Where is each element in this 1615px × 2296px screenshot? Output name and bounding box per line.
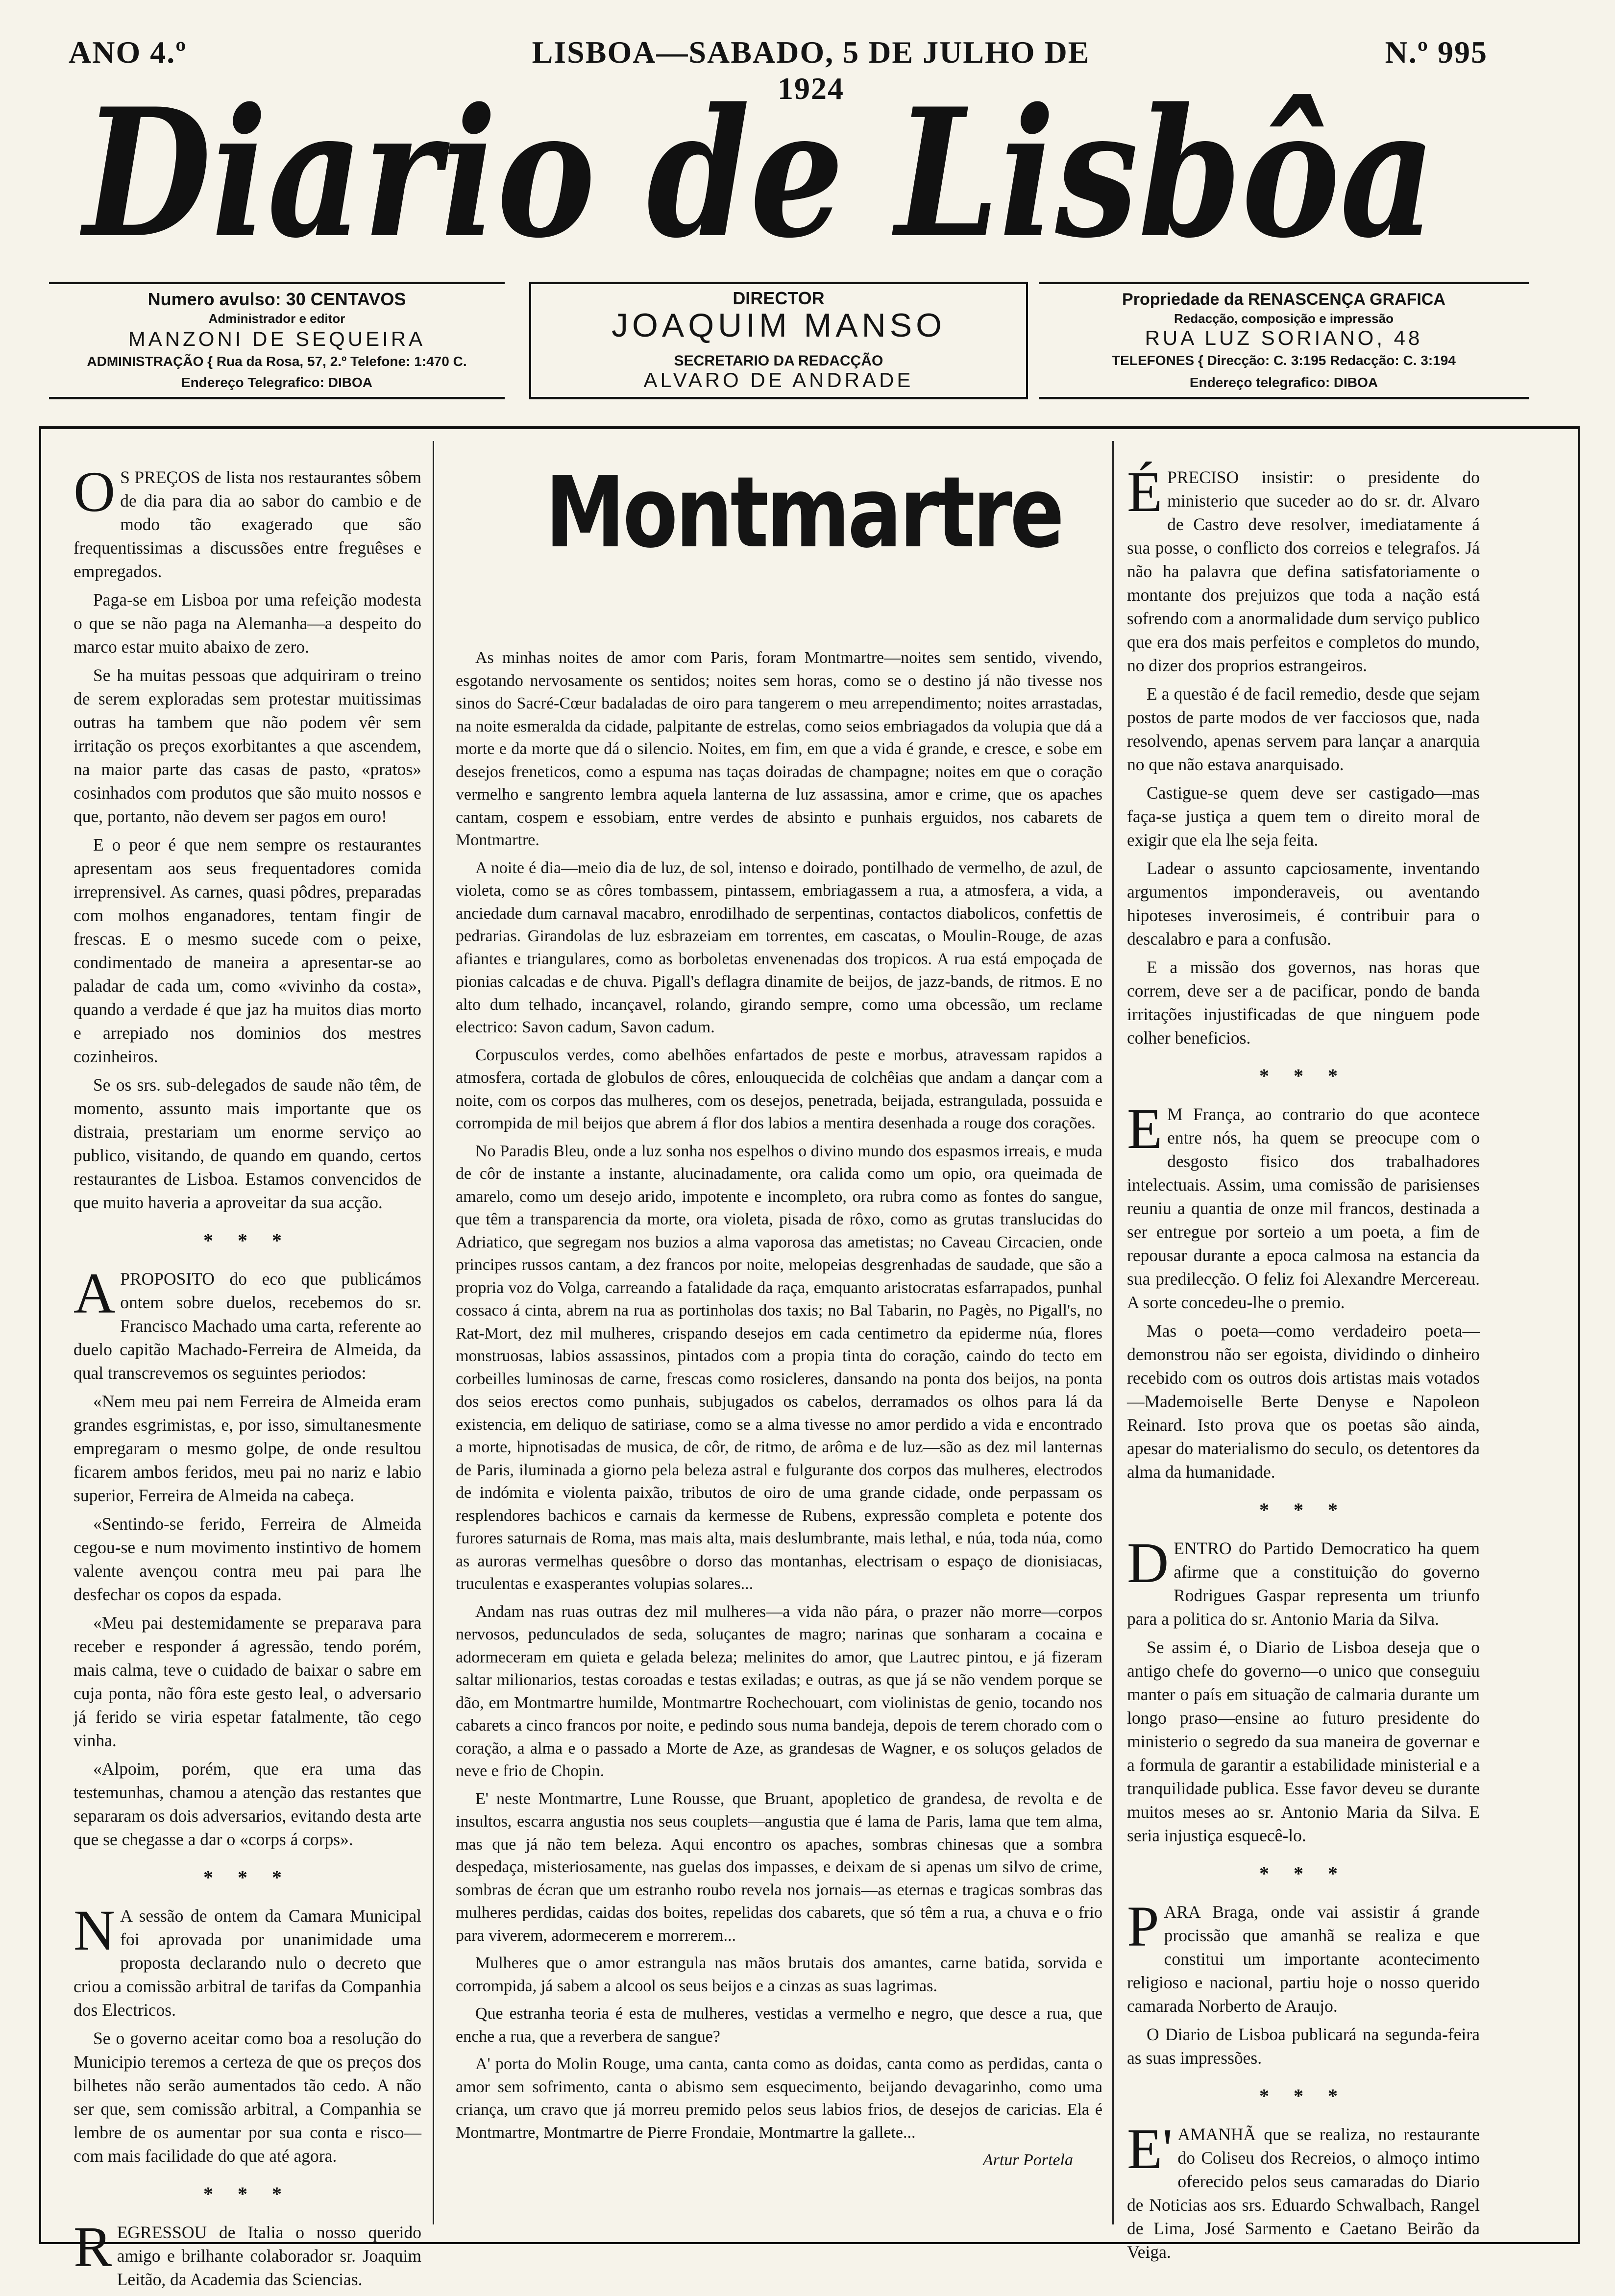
right-column: ÉPRECISO insistir: o presidente do ministerio que suceder ao do sr. dr. Alvaro de Castro deve resolver, imediatamente á sua posse, o conflicto dos correios e telegrafos. Já não ha palavra que defina satisfatoriamente o montante dos prejuizos que toda a nação está sofrendo com a anormalidade dum serviço publico que era dos mais perfeitos e completos do mundo, no dizer dos proprios estrangeiros. E a questão é de facil remedio, desde que sejam postos de parte modos de ver facciosos que, nada resolvendo, apenas servem para lançar a anarquia no que não estava anarquisado. Castigue-se quem deve ser castigado—mas faça-se justiça a quem tem o direito moral de exigir que ela lhe seja feita. Ladear o assunto capciosamente, inventando argumentos imponderaveis, ou aventando hipoteses inverosimeis, é contribuir para o descalabro e para a confusão. E a missão dos governos, nas horas que correm, deve ser a de pacificar, pondo de banda irritações injustificadas de que ninguem pode colher beneficios. * * * E M França, ao contrario do que acontece entre nós, ha quem se preocupe com o desgosto fisico dos trabalhadores intelectuais. Assim, uma comissão de parisienses reuniu a quantia de onze mil francos, destinada a ser entregue por sorteio a um poeta, a fim de repousar durante a epoca calmosa na estancia da sua predilecção. O feliz foi Alexandre Mercereau. A sorte concedeu-lhe o premio. Mas o poeta—como verdadeiro poeta—demonstrou não ser egoista, dividindo o dinheiro recebido com os outros dois artistas mais votados—Mademoiselle Berte Denyse e Napoleon Reinard. Isto prova que os poetas são ainda, apesar do materialismo do seculo, os detentores da alma da humanidade. * * * DENTRO do Partido Democratico ha quem afirme que a constituição do governo Rodrigues Gaspar representa um triunfo para a politica do sr. Antonio Maria da Silva. Se assim é, o Diario de Lisboa deseja que o antigo chefe do governo—o unico que conseguiu manter o país em situação de calmaria durante um longo praso—ensine ao futuro presidente do ministerio o segredo da sua maneira de governar e a formula de garantir a estabilidade ministerial e a tranquilidade publica. Esse favor deveu se durante muitos meses ao sr. Antonio Maria da Silva. E seria injustiça esquecê-lo. * * * PARA Braga, onde vai assistir á grande procissão que amanhã se realiza e que constitui um importante acontecimento religioso e nacional, partiu hoje o nosso querido camarada Norberto de Araujo. O Diario de Lisboa publicará na segunda-feira as suas impressões. * * * E' AMANHÃ que se realiza, no restaurante do Coliseu dos Recreios, o almoço intimo oferecido pelos seus camaradas do Diario de Noticias aos srs. Eduardo Schwalbach, Rangel de Lima, José Sarmento e Caetano Beirão da Veiga.	[1127, 460, 1480, 2262]
paragraph: Castigue-se quem deve ser castigado—mas faça-se justiça a quem tem o direito moral de exigir que ela lhe seja feita.	[1127, 783, 1480, 850]
paragraph: «Nem meu pai nem Ferreira de Almeida eram grandes esgrimistas, e, por isso, simultanesmente empregaram o mesmo golpe, de onde resultou ficarem ambos feridos, meu pai no nariz e labio superior, Ferreira de Almeida na cabeça.	[73, 1392, 421, 1505]
paragraph: A noite é dia—meio dia de luz, de sol, intenso e doirado, pontilhado de vermelho, de azul, de violeta, como se as côres tombassem, pintassem, embriagassem a rua, a atmosfera, a vida, a anciedade dum carnaval macabro, enrodilhado de serpentinas, contactos diabolicos, confettis de pedrarias. Girandolas de luz esbrazeiam em torrentes, em cascatas, o Moulin-Rouge, de azas afiantes e triangulares, como as borboletas envenenadas dos tropicos. A rua está empoçada de pionias calcadas e de chuva. Pigall's deflagra dinamite de beijos, de jazz-bands, de ritmos. E no alto dum telhado, incançavel, rolando, girando sempre, como uma obcessão, um reclame electrico: Savon cadum, Savon cadum.	[456, 858, 1102, 1036]
paragraph: «Sentindo-se ferido, Ferreira de Almeida cegou-se e num movimento instintivo de homem valente avençou contra meu pai para lhe desfechar os copos da espada.	[73, 1514, 421, 1604]
telegraphic-line: Endereço telegrafico: DIBOA	[1189, 375, 1378, 390]
paragraph: Que estranha teoria é esta de mulheres, vestidas a vermelho e negro, que desce a rua, que enche a rua, que a reverbera de sangue?	[456, 2004, 1102, 2046]
masthead-title: Diario de Lisbôa	[78, 73, 1436, 277]
masthead-logo	[73, 73, 1445, 279]
column-rule-left	[433, 441, 434, 2224]
paragraph: «Meu pai destemidamente se preparava para receber e responder á agressão, tendo porém, mais calma, teve o cuidado de baixar o sabre em cuja ponta, não fôra este gesto leal, o adversario já ferido se viria espetar fatalmente, tão cego vinha.	[73, 1613, 421, 1750]
article-coliseu-lunch: AMANHÃ que se realiza, no restaurante do Coliseu dos Recreios, o almoço intimo oferecido pelos seus camaradas do Diario de Noticias aos srs. Eduardo Schwalbach, Rangel de Lima, José Sarmento e Caetano Beirão da Veiga.	[1127, 2125, 1480, 2262]
headline-montmartre: Montmartre	[545, 456, 1062, 570]
author-signature: Artur Portela	[982, 2151, 1073, 2169]
dateline: LISBOA—SABADO, 5 DE JULHO DE 1924	[532, 35, 1090, 106]
article-france-poet: M França, ao contrario do que acontece entre nós, ha quem se preocupe com o desgosto fisico dos trabalhadores intelectuais. Assim, uma comissão de parisienses reuniu a quantia de onze mil francos, destinada a ser entregue por sorteio a um poeta, a fim de repousar durante a epoca calmosa na estancia da sua predilecção. O feliz foi Alexandre Mercereau. A sorte concedeu-lhe o premio.	[1127, 1104, 1480, 1312]
phones-line: TELEFONES { Direcção: C. 3:195 Redacção: C. 3:194	[1112, 353, 1456, 368]
paragraph: A' porta do Molin Rouge, uma canta, canta como as doidas, canta como as perdidas, canta o amor sem sofrimento, canta o abismo sem esquecimento, beijando devagarinho, como uma criança, um cravo que já morreu premido pelos seus labios frios, de desejos de caricias. Ela é Montmartre, Montmartre de Pierre Frondaie, Montmartre la gallete...	[456, 2055, 1102, 2142]
article-joaquim-leitao: EGRESSOU de Italia o nosso querido amigo e brilhante colaborador sr. Joaquim Leitão, da Academia das Sciencias.	[117, 2223, 421, 2289]
paragraph: Paga-se em Lisboa por uma refeição modesta o que se não paga na Alemanha—a despeito do marco estar muito abaixo de zero.	[73, 590, 421, 657]
issue-number: N.º 995	[1385, 35, 1488, 70]
paragraph: Mulheres que o amor estrangula nas mãos brutais dos amantes, carne batida, sorvida e corrompida, já sabem a alcool os seus beijos e a cinzas as suas lagrimas.	[456, 1954, 1102, 1995]
article-restaurant-prices: S PREÇOS de lista nos restaurantes sôbem de dia para dia ao sabor do cambio e de modo tão exagerado que são frequentissimas a discussões entre freguêses e empregados.	[73, 467, 421, 581]
director-box	[529, 282, 1028, 399]
paragraph: As minhas noites de amor com Paris, foram Montmartre—noites sem sentido, vivendo, esgotando nervosamente os sentidos; noites sem horas, como se o destino já não tivesse nos sinos do Sacré-Cœur badaladas de oiro para tangerem o meu arrependimento; noites arrastadas, na noite esmeralda da cidade, palpitante de estrelas, como seios embriagados da volupia que dá a morte e da morte que dá o silencio. Noites, em fim, em que a vida é grande, e cresce, e sobe em desejos freneticos, como a espuma nas taças doiradas de champagne; noites em que o coração vermelho e sangrento lembra aquela lanterna de luz assassina, amor e crime, que os apaches cantam, cospem e essobiam, entre verdes de absinto e punhais erguidos, nos cabarets de Montmartre.	[456, 649, 1102, 849]
paragraph: Andam nas ruas outras dez mil mulheres—a vida não pára, o prazer não morre—corpos nervosos, pedunculados de seda, soluçantes de magro; narinas que sonharam a cocaina e adormeceram em quieta e gelada beleza; melinites do amor, que Lautrec pintou, e já fizeram saltar milionarios, testas coroadas e testas exiladas; e outras, as que já se não vendem porque se dão, em Montmartre humilde, Montmartre Rochechouart, com violinistas de genio, tocando nos cabarets a cinco francos por noite, e pedindo sous numa bandeja, depois de terem chorado com o coração, a alma e o passado a Morte de Aze, as grandesas de Wagner, e os soluços gelados de neve e frio de Chopin.	[456, 1602, 1102, 1780]
telegraphic-address: Endereço Telegrafico: DIBOA	[181, 375, 372, 390]
paragraph: E a questão é de facil remedio, desde que sejam postos de parte modos de ver facciosos que, nada resolvendo, apenas servem para lançar a anarquia no que não estava anarquisado.	[1127, 684, 1480, 774]
newsroom-address: RUA LUZ SORIANO, 48	[1145, 326, 1423, 349]
article-democratic-party: ENTRO do Partido Democratico ha quem afirme que a constituição do governo Rodrigues Gaspar representa um triunfo para a politica do sr. Antonio Maria da Silva.	[1127, 1539, 1480, 1629]
secretary-name: ALVARO DE ANDRADE	[643, 368, 914, 391]
composition-line: Redacção, composição e impressão	[1174, 311, 1394, 326]
price-line: Numero avulso: 30 CENTAVOS	[147, 289, 406, 309]
section-divider: * * *	[1259, 2085, 1347, 2107]
article-braga-procession: ARA Braga, onde vai assistir á grande procissão que amanhã se realiza e que constitui um importante acontecimento religioso e nacional, partiu hoje o nosso querido camarada Norberto de Araujo.	[1127, 1902, 1480, 2016]
paragraph: Se os srs. sub-delegados de saude não têm, de momento, assunto mais importante que os distraia, prestariam um enorme serviço ao publico, visitando, de quando em quando, certos restaurantes de Lisboa. Estamos convencidos de que muito haveria a aproveitar da sua acção.	[73, 1075, 421, 1212]
paragraph: E o peor é que nem sempre os restaurantes apresentam aos seus frequentadores comida irreprensivel. As carnes, quasi pôdres, preparadas com molhos enganadores, tentam fingir de frescas. E o mesmo sucede com o peixe, condimentado de maneira a apresentar-se ao paladar de cada um, como «vivinho da costa», quando a verdade é que jaz ha muitos dias morto e arrepiado nos dominios dos mestres cozinheiros.	[73, 835, 421, 1066]
article-post-telegraph: PRECISO insistir: o presidente do ministerio que suceder ao do sr. dr. Alvaro de Castro deve resolver, imediatamente á sua posse, o conflicto dos correios e telegrafos. Já não ha palavra que defina satisfatoriamente o montante dos prejuizos que toda a nação está sofrendo com a anormalidade dum serviço publico que era dos mais perfeitos e completos do mundo, no dizer dos proprios estrangeiros.	[1127, 467, 1480, 675]
issue-year: ANO 4.º	[69, 35, 187, 70]
article-municipal-chamber: A sessão de ontem da Camara Municipal foi aprovada por unanimidade uma proposta declarando nulo o decreto que criou a comissão arbitral de tarifas da Companhia dos Electricos.	[73, 1906, 421, 2020]
section-divider: * * *	[203, 2183, 292, 2205]
article-duel: PROPOSITO do eco que publicámos ontem sobre duelos, recebemos do sr. Francisco Machado uma carta, referente ao duelo capitão Machado-Ferreira de Almeida, da qual transcrevemos os seguintes periodos:	[73, 1269, 421, 1383]
secretary-label: SECRETARIO DA REDACÇÃO	[674, 353, 883, 369]
paragraph: Corpusculos verdes, como abelhões enfartados de peste e morbus, atravessam rapidos a atmosfera, cortada de globulos de côres, enlouquecida de colchêias que andam a dançar com a noite, com os corpos das mulheres, com os desejos, penetrada, beijada, estrangulada, possuida e corrompida de mil beijos que abrem á flor dos labios a mentira desenhada a rouge dos corações.	[456, 1046, 1102, 1132]
center-column	[456, 647, 1102, 2177]
paragraph: Mas o poeta—como verdadeiro poeta—demonstrou não ser egoista, dividindo o dinheiro recebido com os outros dois artistas mais votados—Mademoiselle Berte Denyse e Napoleon Reinard. Isto prova que os poetas são ainda, apesar do materialismo do seculo, os detentores da alma da humanidade.	[1127, 1321, 1480, 1482]
section-divider: * * *	[1259, 1862, 1347, 1884]
paragraph: E a missão dos governos, nas horas que correm, deve ser a de pacificar, pondo de banda irritações injustificadas de que ninguem pode colher beneficios.	[1127, 957, 1480, 1048]
paragraph: Se assim é, o Diario de Lisboa deseja que o antigo chefe do governo—o unico que conseguiu manter o país em situação de calmaria durante um longo praso—ensine ao futuro presidente do ministerio o segredo da sua maneira de governar e a formula de garantir a estabilidade ministerial e a tranquilidade publica. Esse favor deveu se durante muitos meses ao sr. Antonio Maria da Silva. E seria injustiça esquecê-lo.	[1127, 1637, 1480, 1845]
ownership-line: Propriedade da RENASCENÇA GRAFICA	[1122, 290, 1445, 309]
admin-name: MANZONI DE SEQUEIRA	[128, 327, 426, 350]
director-name: JOAQUIM MANSO	[611, 307, 946, 344]
left-column: O S PREÇOS de lista nos restaurantes sôbem de dia para dia ao sabor do cambio e de modo tão exagerado que são frequentissimas a discussões entre freguêses e empregados. Paga-se em Lisboa por uma refeição modesta o que se não paga na Alemanha—a despeito do marco estar muito abaixo de zero. Se ha muitas pessoas que adquiriram o treino de serem exploradas sem protestar muitissimas outras ha tambem que não podem vêr sem irritação os preços exorbitantes a que ascendem, na maior parte das casas de pasto, «pratos» cosinhados com produtos que são muito nossos e que, portanto, não devem ser pagos em ouro! E o peor é que nem sempre os restaurantes apresentam aos seus frequentadores comida irreprensivel. As carnes, quasi pôdres, preparadas com molhos enganadores, tentam fingir de frescas. E o mesmo sucede com o peixe, condimentado de maneira a apresentar-se ao paladar de cada um, como «vivinho da costa», quando a verdade é que jaz ha muitos dias morto e arrepiado nos dominios dos mestres cozinheiros. Se os srs. sub-delegados de saude não têm, de momento, assunto mais importante que os distraia, prestariam um enorme serviço ao publico, visitando, de quando em quando, certos restaurantes de Lisboa. Estamos convencidos de que muito haveria a aproveitar da sua acção. * * * APROPOSITO do eco que publicámos ontem sobre duelos, recebemos do sr. Francisco Machado uma carta, referente ao duelo capitão Machado-Ferreira de Almeida, da qual transcrevemos os seguintes periodos: «Nem meu pai nem Ferreira de Almeida eram grandes esgrimistas, e, por isso, simultanesmente empregaram o mesmo golpe, de onde resultou ficarem ambos feridos, meu pai no nariz e labio superior, Ferreira de Almeida na cabeça. «Sentindo-se ferido, Ferreira de Almeida cegou-se e num movimento instintivo de homem valente avençou contra meu pai para lhe desfechar os copos da espada. «Meu pai destemidamente se preparava para receber e responder á agressão, tendo porém, mais calma, teve o cuidado de baixar o sabre em cuja ponta, não fôra este gesto leal, o adversario já ferido se viria espetar fatalmente, tão cego vinha. «Alpoim, porém, que era uma das testemunhas, chamou a atenção das restantes que separaram os dois adversarios, evitando desta arte que se chegasse a dar o «corps á corps». * * * N A sessão de ontem da Camara Municipal foi aprovada por unanimidade uma proposta declarando nulo o decreto que criou a comissão arbitral de tarifas da Companhia dos Electricos. Se o governo aceitar como boa a resolução do Municipio teremos a certeza de que os preços dos bilhetes não serão aumentados tão cedo. A não ser que, sem comissão arbitral, a Companhia se lembre de os aumentar por sua conta e risco—com mais facilidade do que até agora. * * * REGRESSOU de Italia o nosso querido amigo e brilhante colaborador sr. Joaquim Leitão, da Academia das Sciencias.	[73, 460, 421, 2289]
paragraph: E' neste Montmartre, Lune Rousse, que Bruant, apopletico de grandesa, de revolta e de insultos, escarra angustia nos seus couplets—angustia que é lama de Paris, lama que tem alma, mas que já não tem beleza. Aqui encontro os apaches, sombras chinesas que a sombra despedaça, misteriosamente, nas guelas dos impasses, e deixam de si apenas um silvo de crime, sombras de écran que um estranho roubo revela nos jornais—as eternas e tragicas sombras das mulheres perdidas, caidas dos boites, repelidas dos cabarets, que só têm a rua, a chuva e o frio para viverem, adormecerem e morrerem...	[456, 1789, 1102, 1945]
column-rule-right	[1112, 441, 1114, 2224]
paragraph: No Paradis Bleu, onde a luz sonha nos espelhos o divino mundo dos espasmos irreais, e muda de côr de instante a instante, alucinadamente, ora calida como um opio, ora queimada de amarelo, como um desejo arido, impotente e incompleto, ora rubra como as fontes do sangue, que têm a transparencia da morte, ora violeta, pisada de rôxo, como as grutas translucidas do Adriatico, que segregam nos buzios a alma vaporosa das ametistas; no Caveau Circacien, onde principes russos cantam, a dez francos por noite, melopeias desgrenhadas de saudade, que são a propria voz do Volga, carreando a fatalidade da raça, emquanto aristocratas esfarrapados, punhal cossaco á cinta, abrem na rua as portinholas dos taxis; no Bal Tabarin, no Pagès, no Pigall's, no Rat-Mort, dez mil mulheres, crispando desejos em cada centimetro da epiderme núa, flores monstruosas, labios assassinos, pintados com a propia tinta do coração, caindo do tecto em corbeilles luminosas de carne, frescas como rosicleres, dansando na ponta dos beijos, na ponta dos seios erectos como punhais, subjugados os cabelos, derramados os olhos para lá da existencia, em deliquo de satiriase, como se a alma tivesse no amor perdido a vida e encontrado a morte, hipnotisadas de musica, de côr, de ritmo, de arôma e de luz—são as dez mil lanternas de Paris, iluminada a giorno pela beleza astral e fulgurante dos corpos das mulheres, electrodos de indómita e violenta paixão, tributos de oiro de uma grande cidade, onde perpassam os resplendores bachicos e carnais da kermesse de Rubens, expressão completa e potente dos furores saturnais de Roma, mas mais alta, mais deslumbrante, mais lethal, e núa, toda núa, como as auroras vermelhas quesôbre o dorso das montanhas, electrisam o espaço de dionisiacas, truculentas e exasperantes volupias solares...	[456, 1142, 1102, 1593]
admin-label: Administrador e editor	[208, 311, 345, 326]
administration-box	[49, 282, 505, 399]
administration-address: ADMINISTRAÇÃO { Rua da Rosa, 57, 2.º Telefone: 1:470 C.	[87, 354, 467, 369]
paragraph: Ladear o assunto capciosamente, inventando argumentos imponderaveis, ou aventando hipoteses inverosimeis, é contribuir para o descalabro e para a confusão.	[1127, 858, 1480, 949]
ownership-box	[1039, 282, 1529, 399]
section-divider: * * *	[203, 1866, 292, 1888]
paragraph: Se ha muitas pessoas que adquiriram o treino de serem exploradas sem protestar muitissimas outras ha tambem que não podem vêr sem irritação os preços exorbitantes a que ascendem, na maior parte das casas de pasto, «pratos» cosinhados com produtos que são muito nossos e que, portanto, não devem ser pagos em ouro!	[73, 665, 421, 826]
paragraph: O Diario de Lisboa publicará na segunda-feira as suas impressões.	[1127, 2025, 1480, 2068]
section-divider: * * *	[1259, 1065, 1347, 1087]
paragraph: «Alpoim, porém, que era uma das testemunhas, chamou a atenção das restantes que separaram os dois adversarios, evitando desta arte que se chegasse a dar o «corps á corps».	[73, 1759, 421, 1849]
section-divider: * * *	[203, 1229, 292, 1251]
director-label: DIRECTOR	[733, 288, 825, 308]
paragraph: Se o governo aceitar como boa a resolução do Municipio teremos a certeza de que os preços dos bilhetes não serão aumentados tão cedo. A não ser que, sem comissão arbitral, a Companhia se lembre de os aumentar por sua conta e risco—com mais facilidade do que até agora.	[73, 2028, 421, 2166]
section-divider: * * *	[1259, 1499, 1347, 1521]
